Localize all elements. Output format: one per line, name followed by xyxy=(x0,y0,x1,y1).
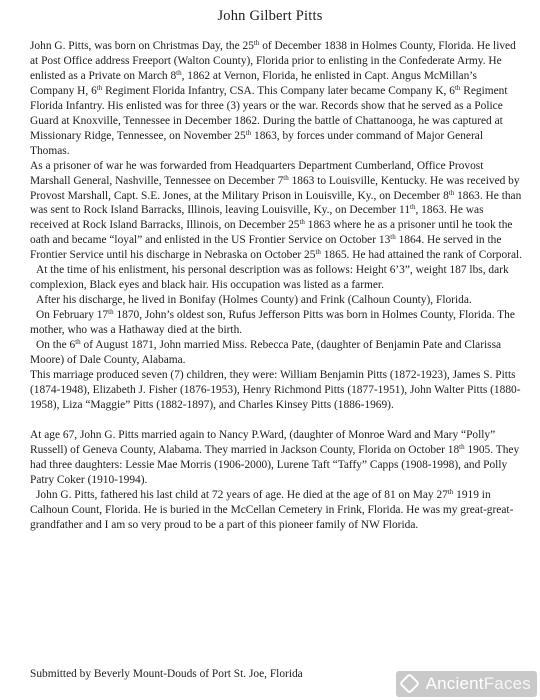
paragraph-text: At the time of his enlistment, his personal description was as follows: Height 6’3”, weight 187 lbs, dark complexion, Black eyes and black hair. His occupation was listed as a farmer. xyxy=(30,264,509,292)
ordinal-suffix: th xyxy=(253,39,260,47)
page-title: John Gilbert Pitts xyxy=(217,8,323,24)
submitted-by-line: Submitted by Beverly Mount-Douds of Port St. Joe, Florida xyxy=(30,668,303,680)
paragraph-text: 1865. He had attained the rank of Corporal. xyxy=(320,249,523,262)
paragraph-text: Regiment Florida Infantry. His enlisted was for three (3) years or the war. Records show that he served as a Police Guard at Knoxville, Tennessee in December 1862. During the battle of Chattanooga, he was captured at Missionary Ridge, Tennessee, on November 25 xyxy=(30,84,508,142)
ordinal-suffix: th xyxy=(454,83,461,92)
document-body xyxy=(30,39,524,533)
paragraph-text: of December 1838 in Holmes County, Florida. He lived at Post Office address Freeport (Walton County), Florida prior to enlisting in the Confederate Army. He enlisted as a Private on March 8 xyxy=(30,40,516,82)
paragraph-text: 1919 in Calhoun Count, Florida. He is buried in the McCellan Cemetery in Frink, Florida. He was my great-great-grandfather and I am so very proud to be a part of this pioneer family of NW Florida. xyxy=(30,488,514,531)
biography-paragraph xyxy=(30,39,524,159)
paragraph-text: On February 17 xyxy=(36,309,109,322)
ancientfaces-watermark xyxy=(396,671,537,697)
ordinal-suffix: th xyxy=(176,68,182,77)
paragraph-text: 1863, by forces under command of Major General Thomas. xyxy=(30,129,484,157)
biography-paragraph xyxy=(30,293,524,308)
paragraph-text: 1863 where he as a prisoner until he took the oath and became “loyal” and enlisted in the US Frontier Service on October 13 xyxy=(30,219,513,247)
ordinal-suffix: th xyxy=(96,83,103,92)
paragraph-text: As a prisoner of war he was forwarded from Headquarters Department Cumberland, Office Provost Marshall General, Nashville, Tennessee on December 7 xyxy=(30,159,484,187)
ordinal-suffix: th xyxy=(245,128,252,137)
paragraph-text: 1905. They had three daughters: Lessie Mae Morris (1906-2000), Lurene Taft “Taffy” Capps (1908-1998), and Polly Patry Coker (1910-1994). xyxy=(30,443,520,486)
ordinal-suffix: th xyxy=(410,203,416,212)
ordinal-suffix: th xyxy=(75,338,81,347)
ordinal-suffix: th xyxy=(283,173,289,182)
ordinal-suffix: th xyxy=(315,248,321,257)
paragraph-text: 1863. He than was sent to Rock Island Barracks, Illinois, leaving Louisville, Ky., on December 11 xyxy=(30,189,522,217)
watermark-text-faces: Faces xyxy=(483,674,531,693)
ordinal-suffix: th xyxy=(390,233,396,242)
paragraph-text: , 1862 at Vernon, Florida, he enlisted in Capt. Angus McMillan’s Company H, 6 xyxy=(30,69,477,97)
biography-paragraph xyxy=(30,488,524,533)
paragraph-text: John G. Pitts, was born on Christmas Day, the 25 xyxy=(30,40,254,52)
ordinal-suffix: th xyxy=(459,442,465,451)
paragraph-text: Regiment Florida Infantry, CSA. This Company later became Company K, 6 xyxy=(102,84,455,97)
ordinal-suffix: th xyxy=(299,218,305,227)
paragraph-text: This marriage produced seven (7) children, they were: William Benjamin Pitts (1872-1923), James S. Pitts (1874-1948), Elizabeth J. Fisher (1876-1953), Henry Richmond Pitts (1877-1951), John Walter Pitts (1880-1958), Liza “Maggie” Pitts (1882-1897), and Charles Kinsey Pitts (1886-1969). xyxy=(30,368,521,411)
paragraph-text: At age 67, John G. Pitts married again to Nancy P.Ward, (daughter of Monroe Ward and Mary “Polly” Russell) of Geneva County, Alabama. They married in Jackson County, Florida on October 18 xyxy=(30,428,496,456)
biography-paragraph xyxy=(30,263,524,293)
biography-paragraph xyxy=(30,338,524,368)
watermark-text-ancient: Ancient xyxy=(425,674,484,693)
biography-paragraph xyxy=(30,308,524,338)
ordinal-suffix: th xyxy=(448,188,455,197)
paragraph-text: John G. Pitts, fathered his last child at 72 years of age. He died at the age of 81 on May 27 xyxy=(36,488,448,501)
biography-paragraph xyxy=(30,428,524,488)
paragraph-text: On the 6 xyxy=(36,339,76,352)
paragraph-text: 1864. He served in the Frontier Service until his discharge in Nebraska on October 25 xyxy=(30,234,502,262)
paragraph-text: After his discharge, he lived in Bonifay (Holmes County) and Frink (Calhoun County), Florida. xyxy=(36,294,472,307)
paragraph-text: , 1863. He was received at Rock Island Barracks, Illinois, on December 25 xyxy=(30,204,484,232)
paragraph-text: 1870, John’s oldest son, Rufus Jefferson Pitts was born in Holmes County, Florida. The mother, who was a Hathaway died at the birth. xyxy=(30,309,515,337)
ancientfaces-logo-icon xyxy=(400,674,422,694)
biography-paragraph xyxy=(30,368,524,413)
ordinal-suffix: th xyxy=(447,487,454,496)
ordinal-suffix: th xyxy=(108,308,114,317)
paragraph-text: 1863 to Louisville, Kentucky. He was received by Provost Marshall, Capt. S.E. Jones, at the Military Prison in Louisville, Ky., on December 8 xyxy=(30,174,520,202)
paragraph-text: of August 1871, John married Miss. Rebecca Pate, (daughter of Benjamin Pate and Clarissa Moore) of Dale County, Alabama. xyxy=(30,339,502,367)
biography-paragraph xyxy=(30,159,524,264)
